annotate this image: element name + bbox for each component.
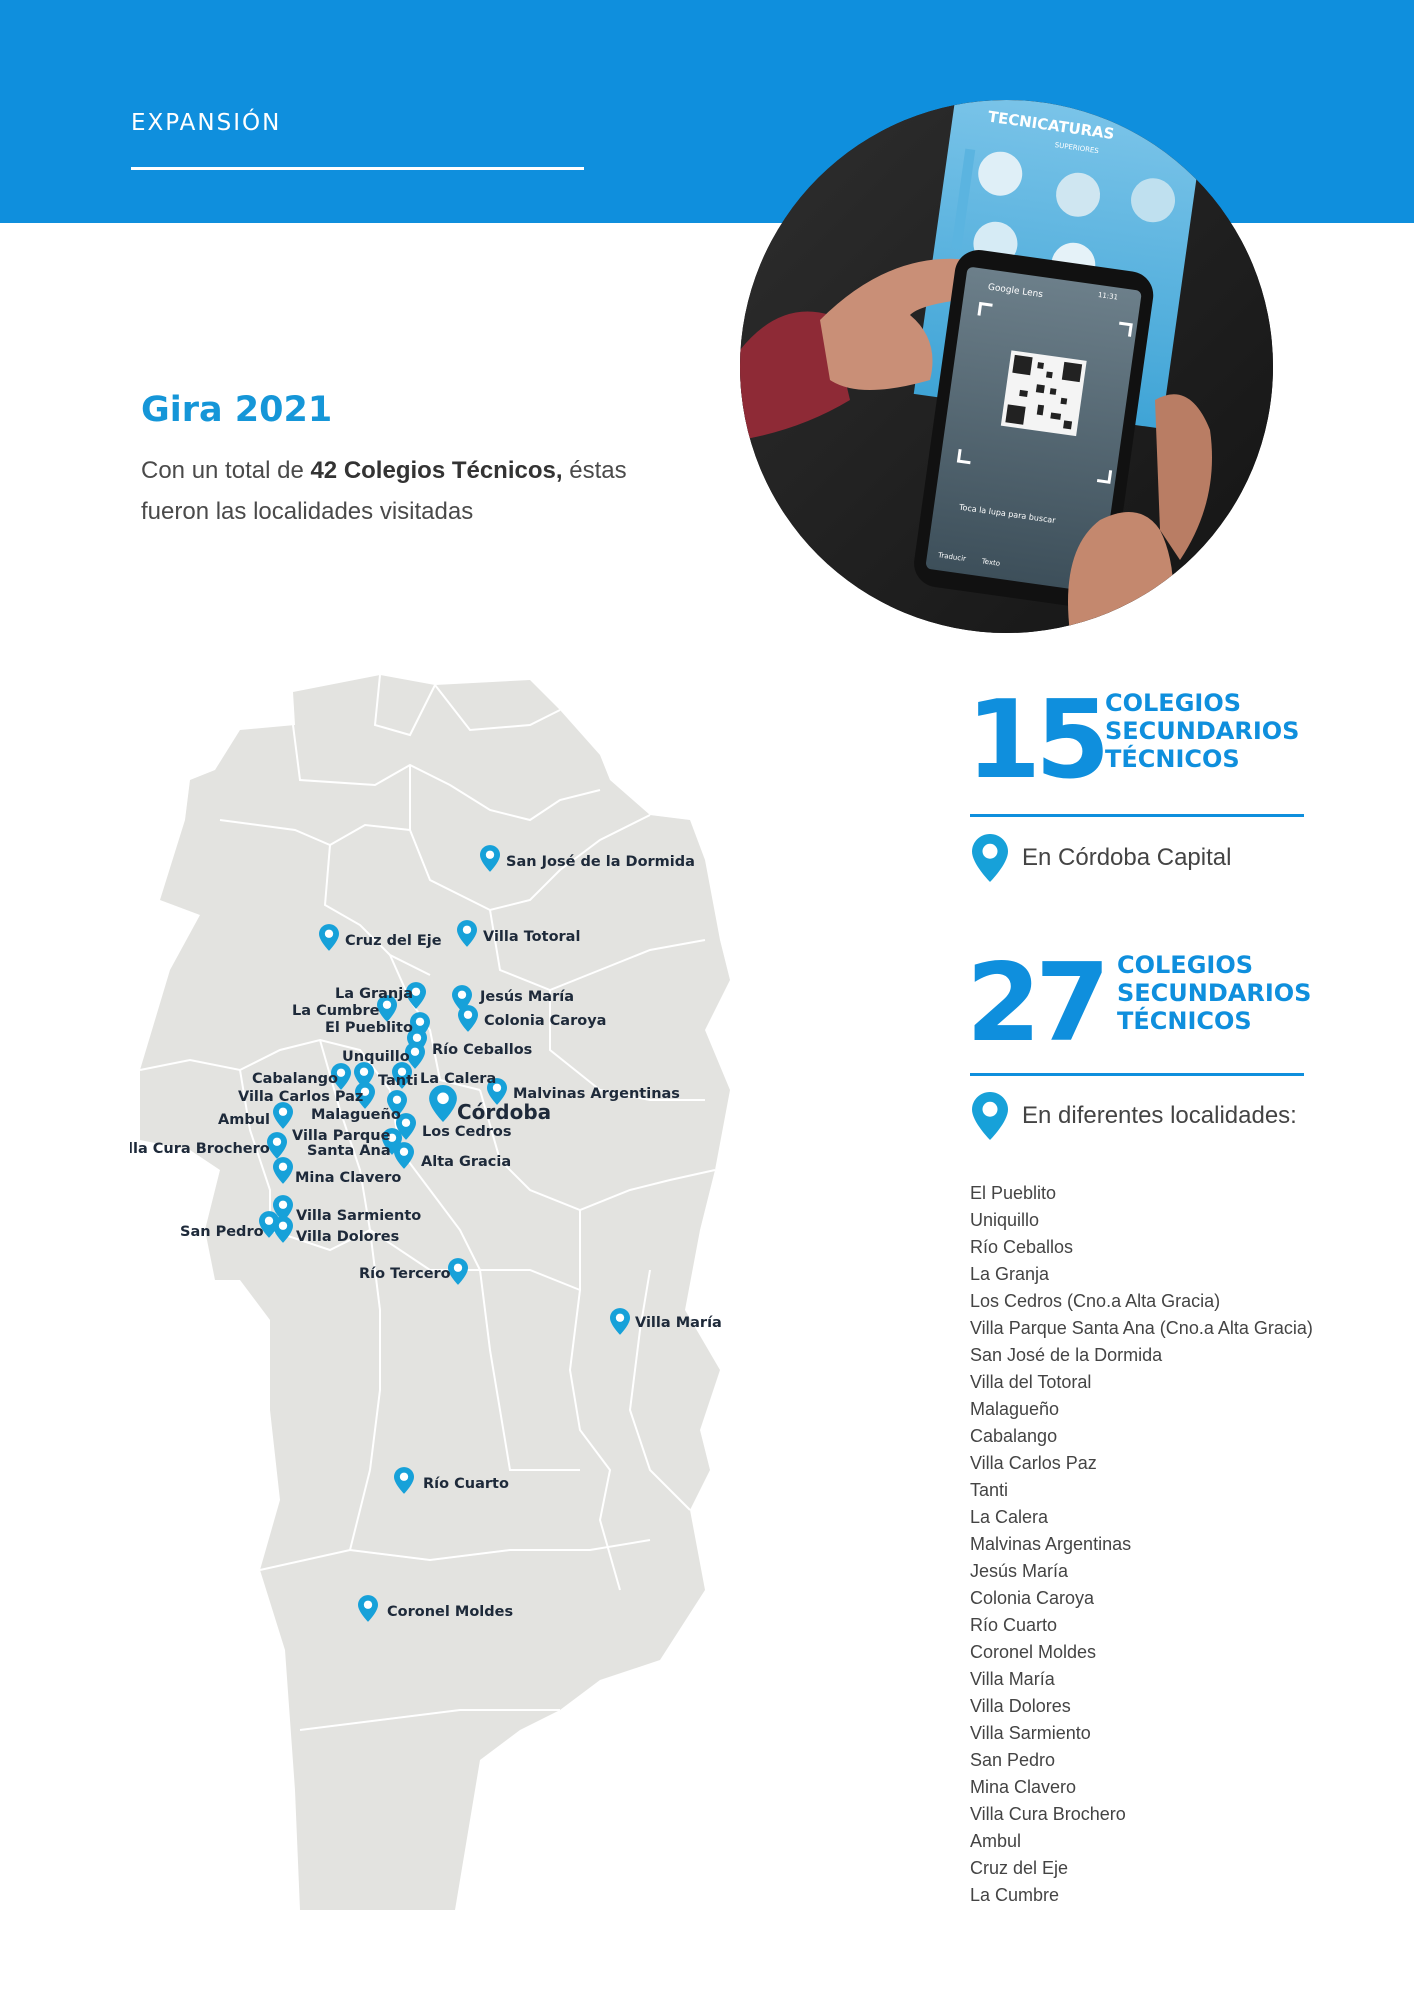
- stat-capital-label-line2: SECUNDARIOS: [1105, 717, 1300, 745]
- stat-localities-label: [1117, 951, 1311, 1035]
- label-villa-dolores: Villa Dolores: [296, 1229, 400, 1245]
- label-la-cumbre: La Cumbre: [292, 1003, 380, 1019]
- cordoba-province-map: [130, 670, 910, 1910]
- gira-desc-bold: 42 Colegios Técnicos,: [310, 457, 563, 484]
- stat-capital-rule: [970, 814, 1304, 817]
- stat-capital-label: [1105, 689, 1299, 773]
- label-unquillo: Unquillo: [342, 1049, 410, 1065]
- label-san-pedro: San Pedro: [180, 1224, 264, 1240]
- phone-app-title: Google Lens: [987, 282, 1044, 301]
- stat-localities-label-line2: SECUNDARIOS: [1117, 979, 1312, 1007]
- phone-hint: Toca la lupa para buscar: [958, 502, 1057, 526]
- stat-localities-label-line1: COLEGIOS: [1117, 951, 1254, 979]
- locality-item: Río Cuarto: [970, 1615, 1058, 1635]
- label-la-calera: La Calera: [420, 1071, 497, 1087]
- label-cabalango: Cabalango: [252, 1071, 339, 1087]
- locality-item: Río Ceballos: [970, 1237, 1074, 1257]
- label-el-pueblito: El Pueblito: [325, 1020, 413, 1036]
- stat-localities-pin-text: En diferentes localidades:: [1022, 1102, 1297, 1129]
- stat-capital-pin-row: [972, 834, 1231, 882]
- locality-item: Colonia Caroya: [970, 1588, 1095, 1608]
- locality-item: San José de la Dormida: [970, 1345, 1163, 1365]
- label-rio-tercero: Río Tercero: [359, 1266, 451, 1282]
- label-jesus-maria: Jesús María: [480, 989, 574, 1005]
- locality-item: La Calera: [970, 1507, 1049, 1527]
- label-rio-ceballos: Río Ceballos: [432, 1042, 533, 1058]
- label-rio-cuarto: Río Cuarto: [423, 1476, 509, 1492]
- locality-item: Villa Cura Brochero: [970, 1804, 1126, 1824]
- label-tanti: Tanti: [378, 1073, 419, 1089]
- locality-item: Malvinas Argentinas: [970, 1534, 1132, 1554]
- stat-capital-pin-text: En Córdoba Capital: [1022, 844, 1232, 871]
- label-malvinas-argentinas: Malvinas Argentinas: [513, 1086, 680, 1102]
- locality-item: Coronel Moldes: [970, 1642, 1097, 1662]
- locality-item: Villa Dolores: [970, 1696, 1071, 1716]
- locality-item: Villa Parque Santa Ana (Cno.a Alta Gracia): [970, 1318, 1313, 1338]
- label-la-granja: La Granja: [335, 986, 413, 1002]
- label-malagueno: Malagueño: [311, 1107, 401, 1123]
- locality-item: Los Cedros (Cno.a Alta Gracia): [970, 1291, 1221, 1311]
- stat-capital-label-line1: COLEGIOS: [1105, 689, 1242, 717]
- photo-phone-scanning-flyer: [740, 100, 1273, 633]
- flyer-heading: TECNICATURAS: [986, 107, 1116, 144]
- label-villa-cura-brochero: lla Cura Brochero: [130, 1141, 270, 1157]
- gira-description: [141, 450, 701, 532]
- flyer-subheading: SUPERIORES: [1054, 141, 1100, 156]
- locality-item: Cruz del Eje: [970, 1858, 1069, 1878]
- label-ambul: Ambul: [218, 1112, 271, 1128]
- section-underline: [131, 167, 584, 170]
- stat-capital-number: 15: [966, 678, 1105, 803]
- locality-item: Ambul: [970, 1831, 1022, 1851]
- label-villa-carlos-paz: Villa Carlos Paz: [238, 1089, 364, 1105]
- stat-localities-label-line3: TÉCNICOS: [1117, 1007, 1252, 1035]
- phone-tab-text: Texto: [981, 557, 1001, 568]
- label-villa-sarmiento: Villa Sarmiento: [296, 1208, 422, 1224]
- section-label: EXPANSIÓN: [131, 110, 282, 136]
- locality-item: La Granja: [970, 1264, 1050, 1284]
- phone-time: 11:31: [1097, 290, 1119, 302]
- stat-capital-label-line3: TÉCNICOS: [1105, 745, 1240, 773]
- localities-list: [970, 1180, 1313, 1909]
- gira-desc-post: éstas fueron las localidades visitadas: [141, 457, 627, 525]
- locality-item: Villa Carlos Paz: [970, 1453, 1097, 1473]
- label-coronel-moldes: Coronel Moldes: [387, 1604, 514, 1620]
- locality-item: Villa Sarmiento: [970, 1723, 1091, 1743]
- stat-localities-rule: [970, 1073, 1304, 1076]
- locality-item: Malagueño: [970, 1399, 1060, 1419]
- stat-localities-pin-row: [972, 1092, 1297, 1140]
- locality-item: Uniquillo: [970, 1210, 1040, 1230]
- location-pin-icon: [972, 1092, 1008, 1140]
- locality-item: Tanti: [970, 1480, 1009, 1500]
- locality-item: Villa María: [970, 1669, 1055, 1689]
- locality-item: Jesús María: [970, 1561, 1069, 1581]
- label-santa-ana: Santa Ana: [307, 1143, 391, 1159]
- gira-desc-pre: Con un total de: [141, 457, 311, 484]
- location-pin-icon: [972, 834, 1008, 882]
- label-colonia-caroya: Colonia Caroya: [484, 1013, 607, 1029]
- label-mina-clavero: Mina Clavero: [295, 1170, 402, 1186]
- label-villa-totoral: Villa Totoral: [483, 929, 581, 945]
- gira-title: Gira 2021: [141, 390, 333, 430]
- locality-item: Cabalango: [970, 1426, 1058, 1446]
- label-villa-parque: Villa Parque: [292, 1128, 391, 1144]
- locality-item: Mina Clavero: [970, 1777, 1077, 1797]
- label-villa-maria: Villa María: [635, 1315, 722, 1331]
- locality-item: Villa del Totoral: [970, 1372, 1092, 1392]
- label-cordoba: Córdoba: [457, 1100, 552, 1124]
- label-cruz-del-eje: Cruz del Eje: [345, 933, 442, 949]
- phone-tab-translate: Traducir: [937, 551, 967, 564]
- label-san-jose-de-la-dormida: San José de la Dormida: [506, 854, 695, 870]
- locality-item: La Cumbre: [970, 1885, 1060, 1905]
- locality-item: San Pedro: [970, 1750, 1056, 1770]
- stat-localities-number: 27: [966, 941, 1105, 1066]
- label-alta-gracia: Alta Gracia: [421, 1154, 512, 1170]
- locality-item: El Pueblito: [970, 1183, 1057, 1203]
- label-los-cedros: Los Cedros: [422, 1124, 512, 1140]
